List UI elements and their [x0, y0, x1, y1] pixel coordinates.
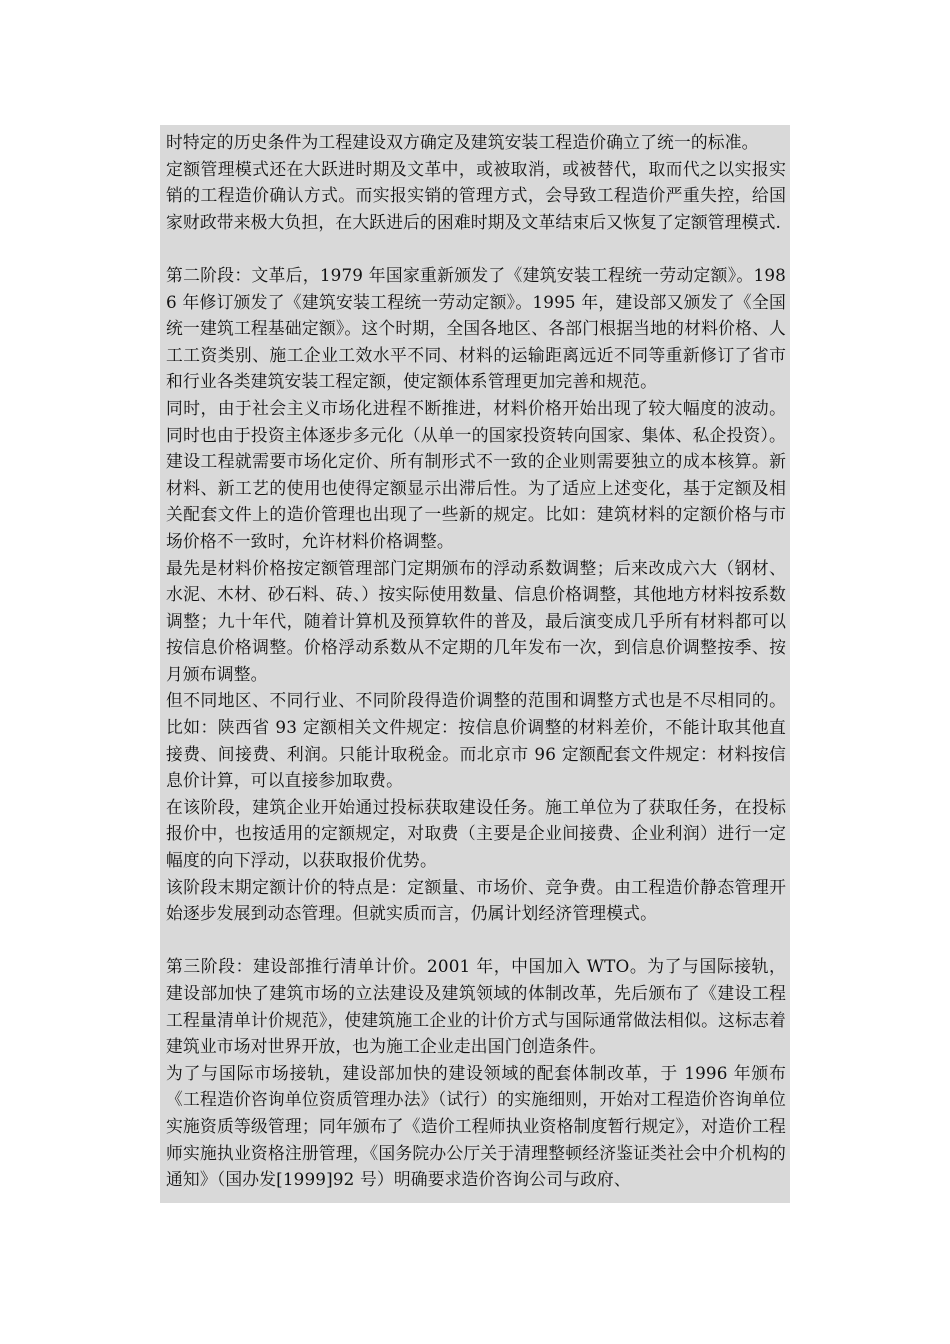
paragraph-7: 在该阶段，建筑企业开始通过投标获取建设任务。施工单位为了获取任务，在投标报价中，也按适用的定额规定，对取费（主要是企业间接费、企业利润）进行一定幅度的向下浮动，以获取报价优势。 [166, 796, 786, 871]
paragraph-stage-2: 第二阶段：文革后，1979 年国家重新颁发了《建筑安装工程统一劳动定额》。1986 年修订颁发了《建筑安装工程统一劳动定额》。1995 年，建设部又颁发了《全国统一建筑工程基础定额》。这个时期，全国各地区、各部门根据当地的材料价格、人工工资类别、施工企业工效水平不同、材料的运输距离远近不同等重新修订了省市和行业各类建筑安装工程定额，使定额体系管理更加完善和规范。 [166, 264, 786, 392]
paragraph-gap [166, 927, 786, 954]
paragraph-10: 为了与国际市场接轨，建设部加快的建设领域的配套体制改革，于 1996 年颁布《工程造价咨询单位资质管理办法》（试行）的实施细则，开始对工程造价咨询单位实施资质等级管理；同年颁布了《造价工程师执业资格制度暂行规定》，对造价工程师实施执业资格注册管理，《国务院办公厅关于清理整顿经济鉴证类社会中介机构的通知》（国办发[1999]92 号）明确要求造价咨询公司与政府、 [166, 1062, 786, 1190]
paragraph-stage-3: 第三阶段：建设部推行清单计价。2001 年，中国加入 WTO。为了与国际接轨，建设部加快了建筑市场的立法建设及建筑领域的体制改革，先后颁布了《建设工程工程量清单计价规范》，使建筑施工企业的计价方式与国际通常做法相似。这标志着建筑业市场对世界开放，也为施工企业走出国门创造条件。 [166, 956, 786, 1057]
paragraph-4: 同时，由于社会主义市场化进程不断推进，材料价格开始出现了较大幅度的波动。同时也由于投资主体逐步多元化（从单一的国家投资转向国家、集体、私企投资）。建设工程就需要市场化定价、所有制形式不一致的企业则需要独立的成本核算。新材料、新工艺的使用也使得定额显示出滞后性。为了适应上述变化，基于定额及相关配套文件上的造价管理也出现了一些新的规定。比如：建筑材料的定额价格与市场价格不一致时，允许材料价格调整。 [166, 397, 786, 551]
paragraph-gap [166, 235, 786, 262]
paragraph-6: 但不同地区、不同行业、不同阶段得造价调整的范围和调整方式也是不尽相同的。比如：陕西省 93 定额相关文件规定：按信息价调整的材料差价，不能计取其他直接费、间接费、利润。只能计取税金。而北京市 96 定额配套文件规定：材料按信息价计算，可以直接参加取费。 [166, 690, 786, 791]
document-text-block [160, 125, 790, 1203]
paragraph-5: 最先是材料价格按定额管理部门定期颁布的浮动系数调整；后来改成六大（钢材、水泥、木材、砂石料、砖、）按实际使用数量、信息价格调整，其他地方材料按系数调整；九十年代，随着计算机及预算软件的普及，最后演变成几乎所有材料都可以按信息价格调整。价格浮动系数从不定期的几年发布一次，到信息价调整按季、按月颁布调整。 [166, 557, 786, 684]
paragraph-1: 时特定的历史条件为工程建设双方确定及建筑安装工程造价确立了统一的标准。 [166, 132, 759, 152]
paragraph-8: 该阶段末期定额计价的特点是：定额量、市场价、竞争费。由工程造价静态管理开始逐步发展到动态管理。但就实质而言，仍属计划经济管理模式。 [166, 876, 786, 924]
paragraph-2: 定额管理模式还在大跃进时期及文革中，或被取消，或被替代，取而代之以实报实销的工程造价确认方式。而实报实销的管理方式，会导致工程造价严重失控，给国家财政带来极大负担，在大跃进后的困难时期及文革结束后又恢复了定额管理模式. [166, 158, 786, 232]
